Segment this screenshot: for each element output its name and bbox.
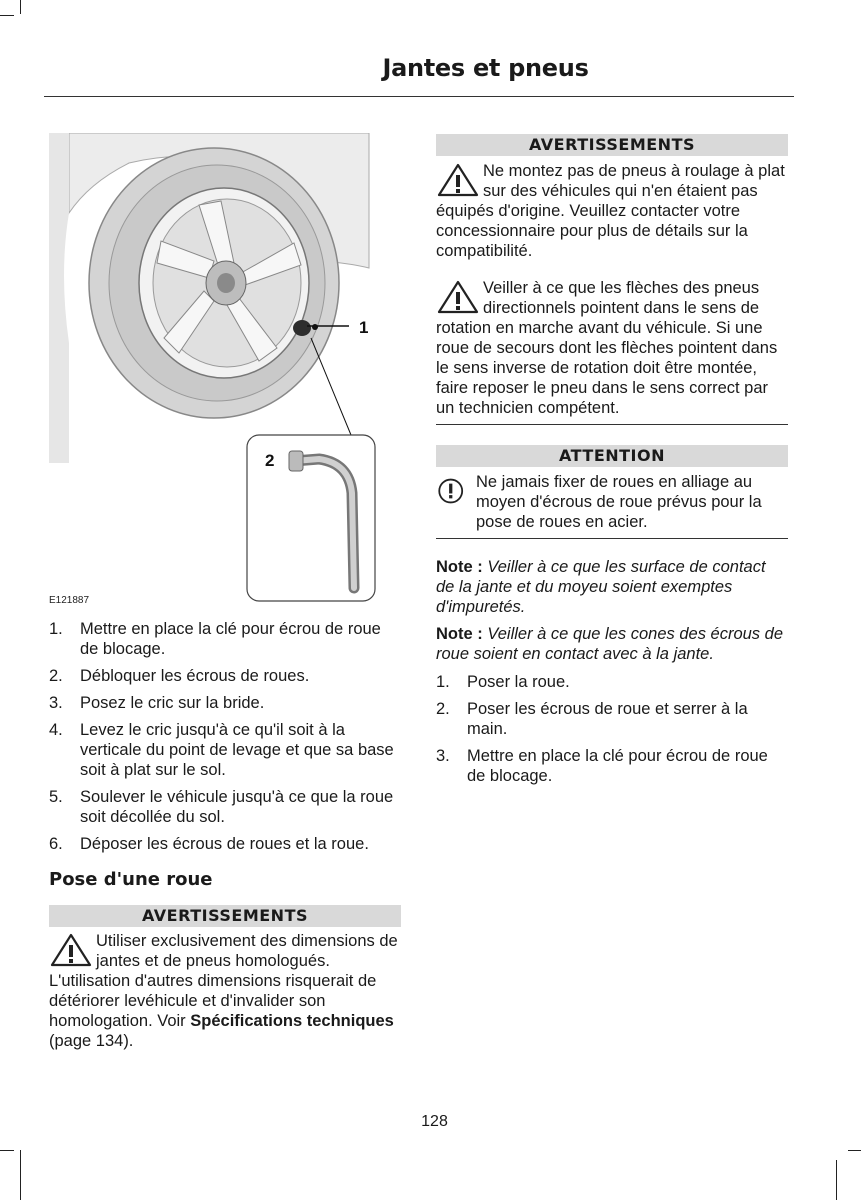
callout-label-1: 1 xyxy=(359,318,369,337)
list-item xyxy=(436,746,788,786)
crop-mark xyxy=(848,1150,861,1151)
step-number: 3. xyxy=(436,747,450,765)
step-text: Mettre en place la clé pour écrou de roue de blocage. xyxy=(80,620,381,658)
fitting-steps xyxy=(436,672,788,786)
crop-mark xyxy=(0,15,14,16)
step-text: Posez le cric sur la bride. xyxy=(80,694,265,712)
warning-block xyxy=(436,278,788,418)
list-item xyxy=(49,693,401,713)
note-label: Note : xyxy=(436,558,483,576)
warning-block xyxy=(49,931,401,1051)
list-item xyxy=(436,672,788,692)
warning-text: Veiller à ce que les flèches des pneus directionnels pointent dans le sens de rotation en marche avant du véhicule. Si une roue de secours dont les flèches pointent dans le sens inverse de rotation doit être montée, faire reposer le pneu dans le sens correct par un technicien compétent. xyxy=(436,279,778,417)
step-text: Poser la roue. xyxy=(467,673,570,691)
page-number: 128 xyxy=(421,1113,448,1130)
note xyxy=(436,624,788,664)
step-number: 1. xyxy=(436,673,450,691)
attention-text: Ne jamais fixer de roues en alliage au moyen d'écrous de roue prévus pour la pose de roues en acier. xyxy=(476,473,762,531)
divider xyxy=(436,538,788,539)
section-heading: Pose d'une roue xyxy=(49,869,213,890)
divider xyxy=(436,424,788,425)
step-number: 1. xyxy=(49,620,63,638)
wheel-illustration xyxy=(49,133,401,611)
attention-block xyxy=(436,472,788,532)
warning-header: AVERTISSEMENTS xyxy=(436,134,788,156)
list-item xyxy=(49,666,401,686)
callout-label-2: 2 xyxy=(265,451,275,470)
warning-block xyxy=(436,161,788,261)
step-number: 4. xyxy=(49,721,63,739)
note-label: Note : xyxy=(436,625,483,643)
spec-link[interactable]: Spécifications techniques xyxy=(190,1012,394,1030)
step-number: 2. xyxy=(436,700,450,718)
list-item xyxy=(49,720,401,780)
attention-header: ATTENTION xyxy=(436,445,788,467)
warning-triangle-icon xyxy=(49,932,93,968)
warning-text: Ne montez pas de pneus à roulage à plat sur des véhicules qui n'en étaient pas équipés d'origine. Veuillez contacter votre concessionnaire pour plus de détails sur la compatibilité. xyxy=(436,162,785,260)
step-text: Soulever le véhicule jusqu'à ce que la roue soit décollée du sol. xyxy=(80,788,394,826)
list-item xyxy=(436,699,788,739)
title-divider xyxy=(44,96,794,97)
step-number: 6. xyxy=(49,835,63,853)
right-column xyxy=(436,134,788,793)
figure-id: E121887 xyxy=(49,595,90,606)
list-item xyxy=(49,834,401,854)
list-item xyxy=(49,787,401,827)
note-text: Veiller à ce que les cones des écrous de roue soient en contact avec à la jante. xyxy=(436,625,783,663)
warning-triangle-icon xyxy=(436,279,480,315)
crop-mark xyxy=(20,1150,21,1200)
caution-circle-icon xyxy=(436,473,472,509)
crop-mark xyxy=(0,1150,14,1151)
step-text: Levez le cric jusqu'à ce qu'il soit à la verticale du point de levage et que sa base soit à plat sur le sol. xyxy=(80,721,394,779)
left-column xyxy=(49,619,401,1051)
step-number: 5. xyxy=(49,788,63,806)
page-title: Jantes et pneus xyxy=(382,54,589,82)
note xyxy=(436,557,788,617)
removal-steps xyxy=(49,619,401,854)
crop-mark xyxy=(836,1160,837,1200)
note-text: Veiller à ce que les surface de contact de la jante et du moyeu soient exemptes d'impuretés. xyxy=(436,558,766,616)
step-number: 2. xyxy=(49,667,63,685)
warning-triangle-icon xyxy=(436,162,480,198)
crop-mark xyxy=(20,0,21,14)
step-text: Mettre en place la clé pour écrou de roue de blocage. xyxy=(467,747,768,785)
step-text: Déposer les écrous de roues et la roue. xyxy=(80,835,369,853)
list-item xyxy=(49,619,401,659)
step-number: 3. xyxy=(49,694,63,712)
step-text: Poser les écrous de roue et serrer à la main. xyxy=(467,700,748,738)
step-text: Débloquer les écrous de roues. xyxy=(80,667,310,685)
wheel-lock-key-diagram xyxy=(49,133,401,611)
warning-header: AVERTISSEMENTS xyxy=(49,905,401,927)
page-reference: (page 134). xyxy=(49,1032,134,1050)
warning-text: Utiliser exclusivement des dimensions de jantes et de pneus homologués. L'utilisation d'autres dimensions risquerait de détériorer levéhicule et d'invalider son homologation. Voir xyxy=(49,932,398,1030)
